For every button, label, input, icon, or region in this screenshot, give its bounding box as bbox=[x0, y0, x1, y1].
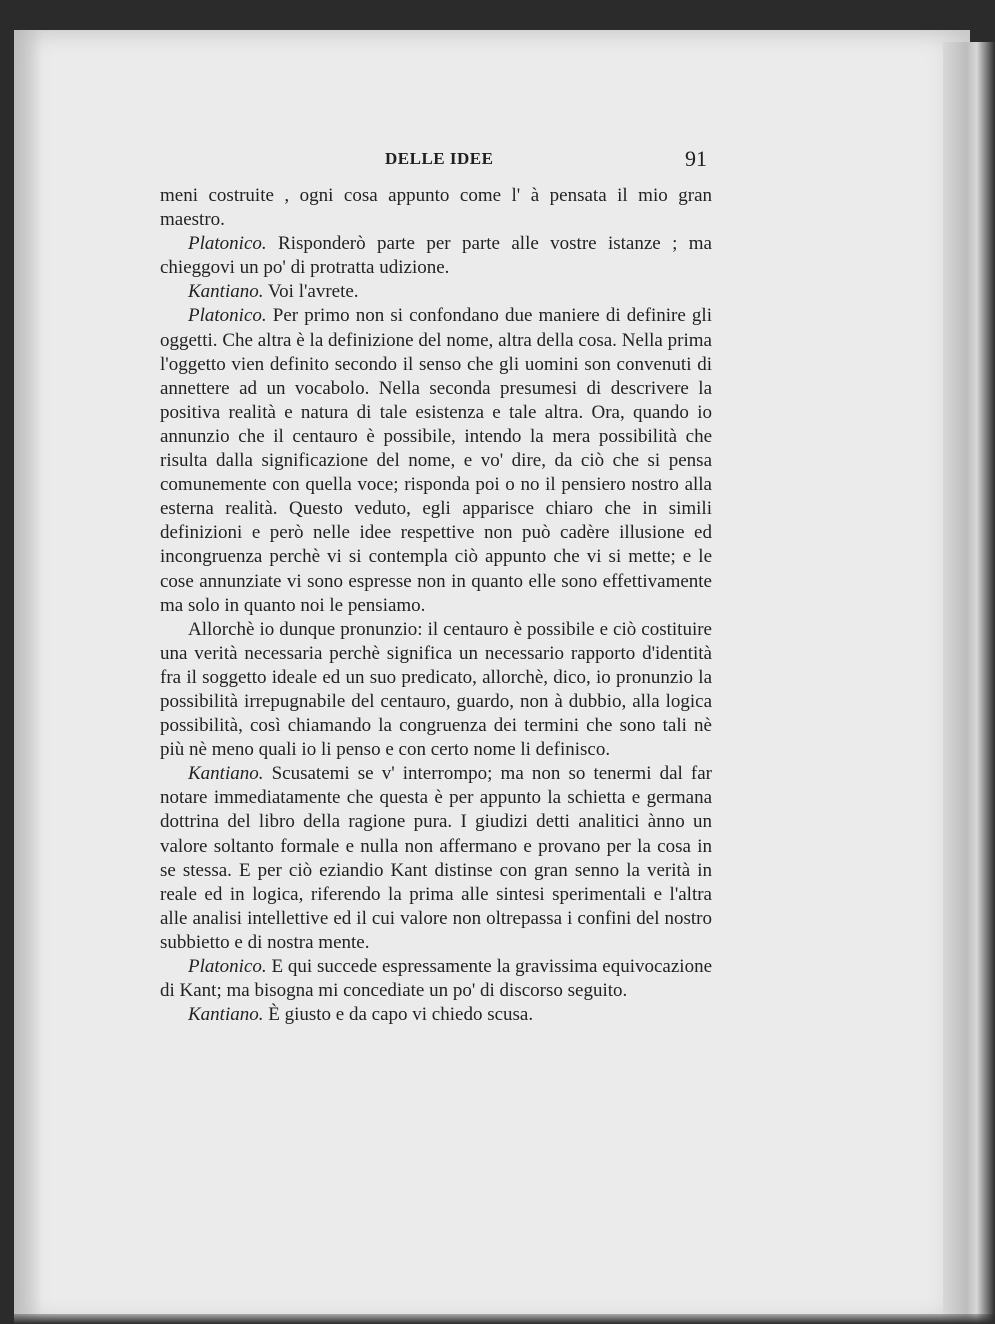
paragraph-text: Allorchè io dunque pronunzio: il centauro è possibile e ciò costituire una verità necessaria perchè significa un necessario rapporto d'identità fra il soggetto ideale ed un suo predicato, allorchè, dico, io pronunzio la possibilità irrepugnabile del centauro, guardo, non à dubbio, alla logica possibilità, così chiamando la congruenza dei termini che sono tali nè più nè meno quali io li penso e con certo nome li definisco. bbox=[160, 618, 712, 761]
page-text bbox=[160, 184, 712, 1027]
paragraph bbox=[160, 618, 712, 763]
paragraph-text: E qui succede espressamente la gravissima equivocazione di Kant; ma bisogna mi concediate un po' di discorso seguito. bbox=[160, 956, 712, 1002]
paragraph-text: meni costruite , ogni cosa appunto come l' à pensata il mio gran maestro. bbox=[160, 185, 712, 231]
speaker-name: Kantiano. bbox=[188, 763, 264, 785]
paragraph bbox=[160, 1003, 712, 1027]
paragraph bbox=[160, 184, 712, 232]
page-edge-right bbox=[943, 42, 995, 1324]
paragraph bbox=[160, 955, 712, 1003]
paragraph-text: Voi l'avrete. bbox=[263, 281, 359, 303]
speaker-name: Platonico. bbox=[188, 233, 267, 255]
paragraph-text: Scusatemi se v' interrompo; ma non so tenermi dal far notare immediatamente che questa è per appunto la schietta e germana dottrina del libro della ragione pura. I giudizi detti analitici ànno un valore soltanto formale e nulla non affermano e provano per la cosa in se stessa. E per ciò eziandio Kant distinse con gran senno la verità in reale ed in logica, riferendo la prima alle sintesi sperimentali e l'altra alle analisi intellettive ed il cui valore non oltrepassa i confini del nostro subbietto e di nostra mente. bbox=[160, 763, 712, 953]
page-edge-bottom bbox=[0, 1314, 995, 1324]
speaker-name: Kantiano. bbox=[188, 1004, 264, 1026]
running-head: DELLE IDEE bbox=[385, 149, 494, 168]
speaker-name: Platonico. bbox=[188, 305, 267, 327]
paragraph-text: Per primo non si confondano due maniere di definire gli oggetti. Che altra è la definizione del nome, altra della cosa. Nella prima l'oggetto vien definito secondo il senso che gli uomini son convenuti di annettere ad un vocabolo. Nella seconda presumesi di descrivere la positiva realità e natura di tale esistenza e tale altra. Ora, quando io annunzio che il centauro è possibile, intendo la mera possibilità che risulta dalla significazione del nome, e vo' dire, da ciò che si pensa comunemente con quella voce; risponda poi o no il pensiero nostro alla esterna realità. Questo veduto, egli apparisce chiaro che in simili definizioni e però nelle idee respettive non può cadère illusione ed incongruenza perchè vi si contempla ciò appunto che vi si mette; e le cose annunziate vi sono espresse non in quanto elle sono effettivamente ma solo in quanto noi le pensiamo. bbox=[160, 305, 712, 616]
paragraph bbox=[160, 304, 712, 617]
paragraph-text: Risponderò parte per parte alle vostre istanze ; ma chieggovi un po' di protratta udizione. bbox=[160, 233, 712, 279]
gutter-shadow bbox=[14, 30, 42, 1324]
paragraph bbox=[160, 280, 712, 304]
speaker-name: Kantiano. bbox=[188, 281, 264, 303]
paragraph-text: È giusto e da capo vi chiedo scusa. bbox=[263, 1004, 534, 1026]
speaker-name: Platonico. bbox=[188, 956, 267, 977]
page-number: 91 bbox=[685, 146, 707, 171]
paragraph bbox=[160, 762, 712, 955]
paragraph bbox=[160, 232, 712, 280]
